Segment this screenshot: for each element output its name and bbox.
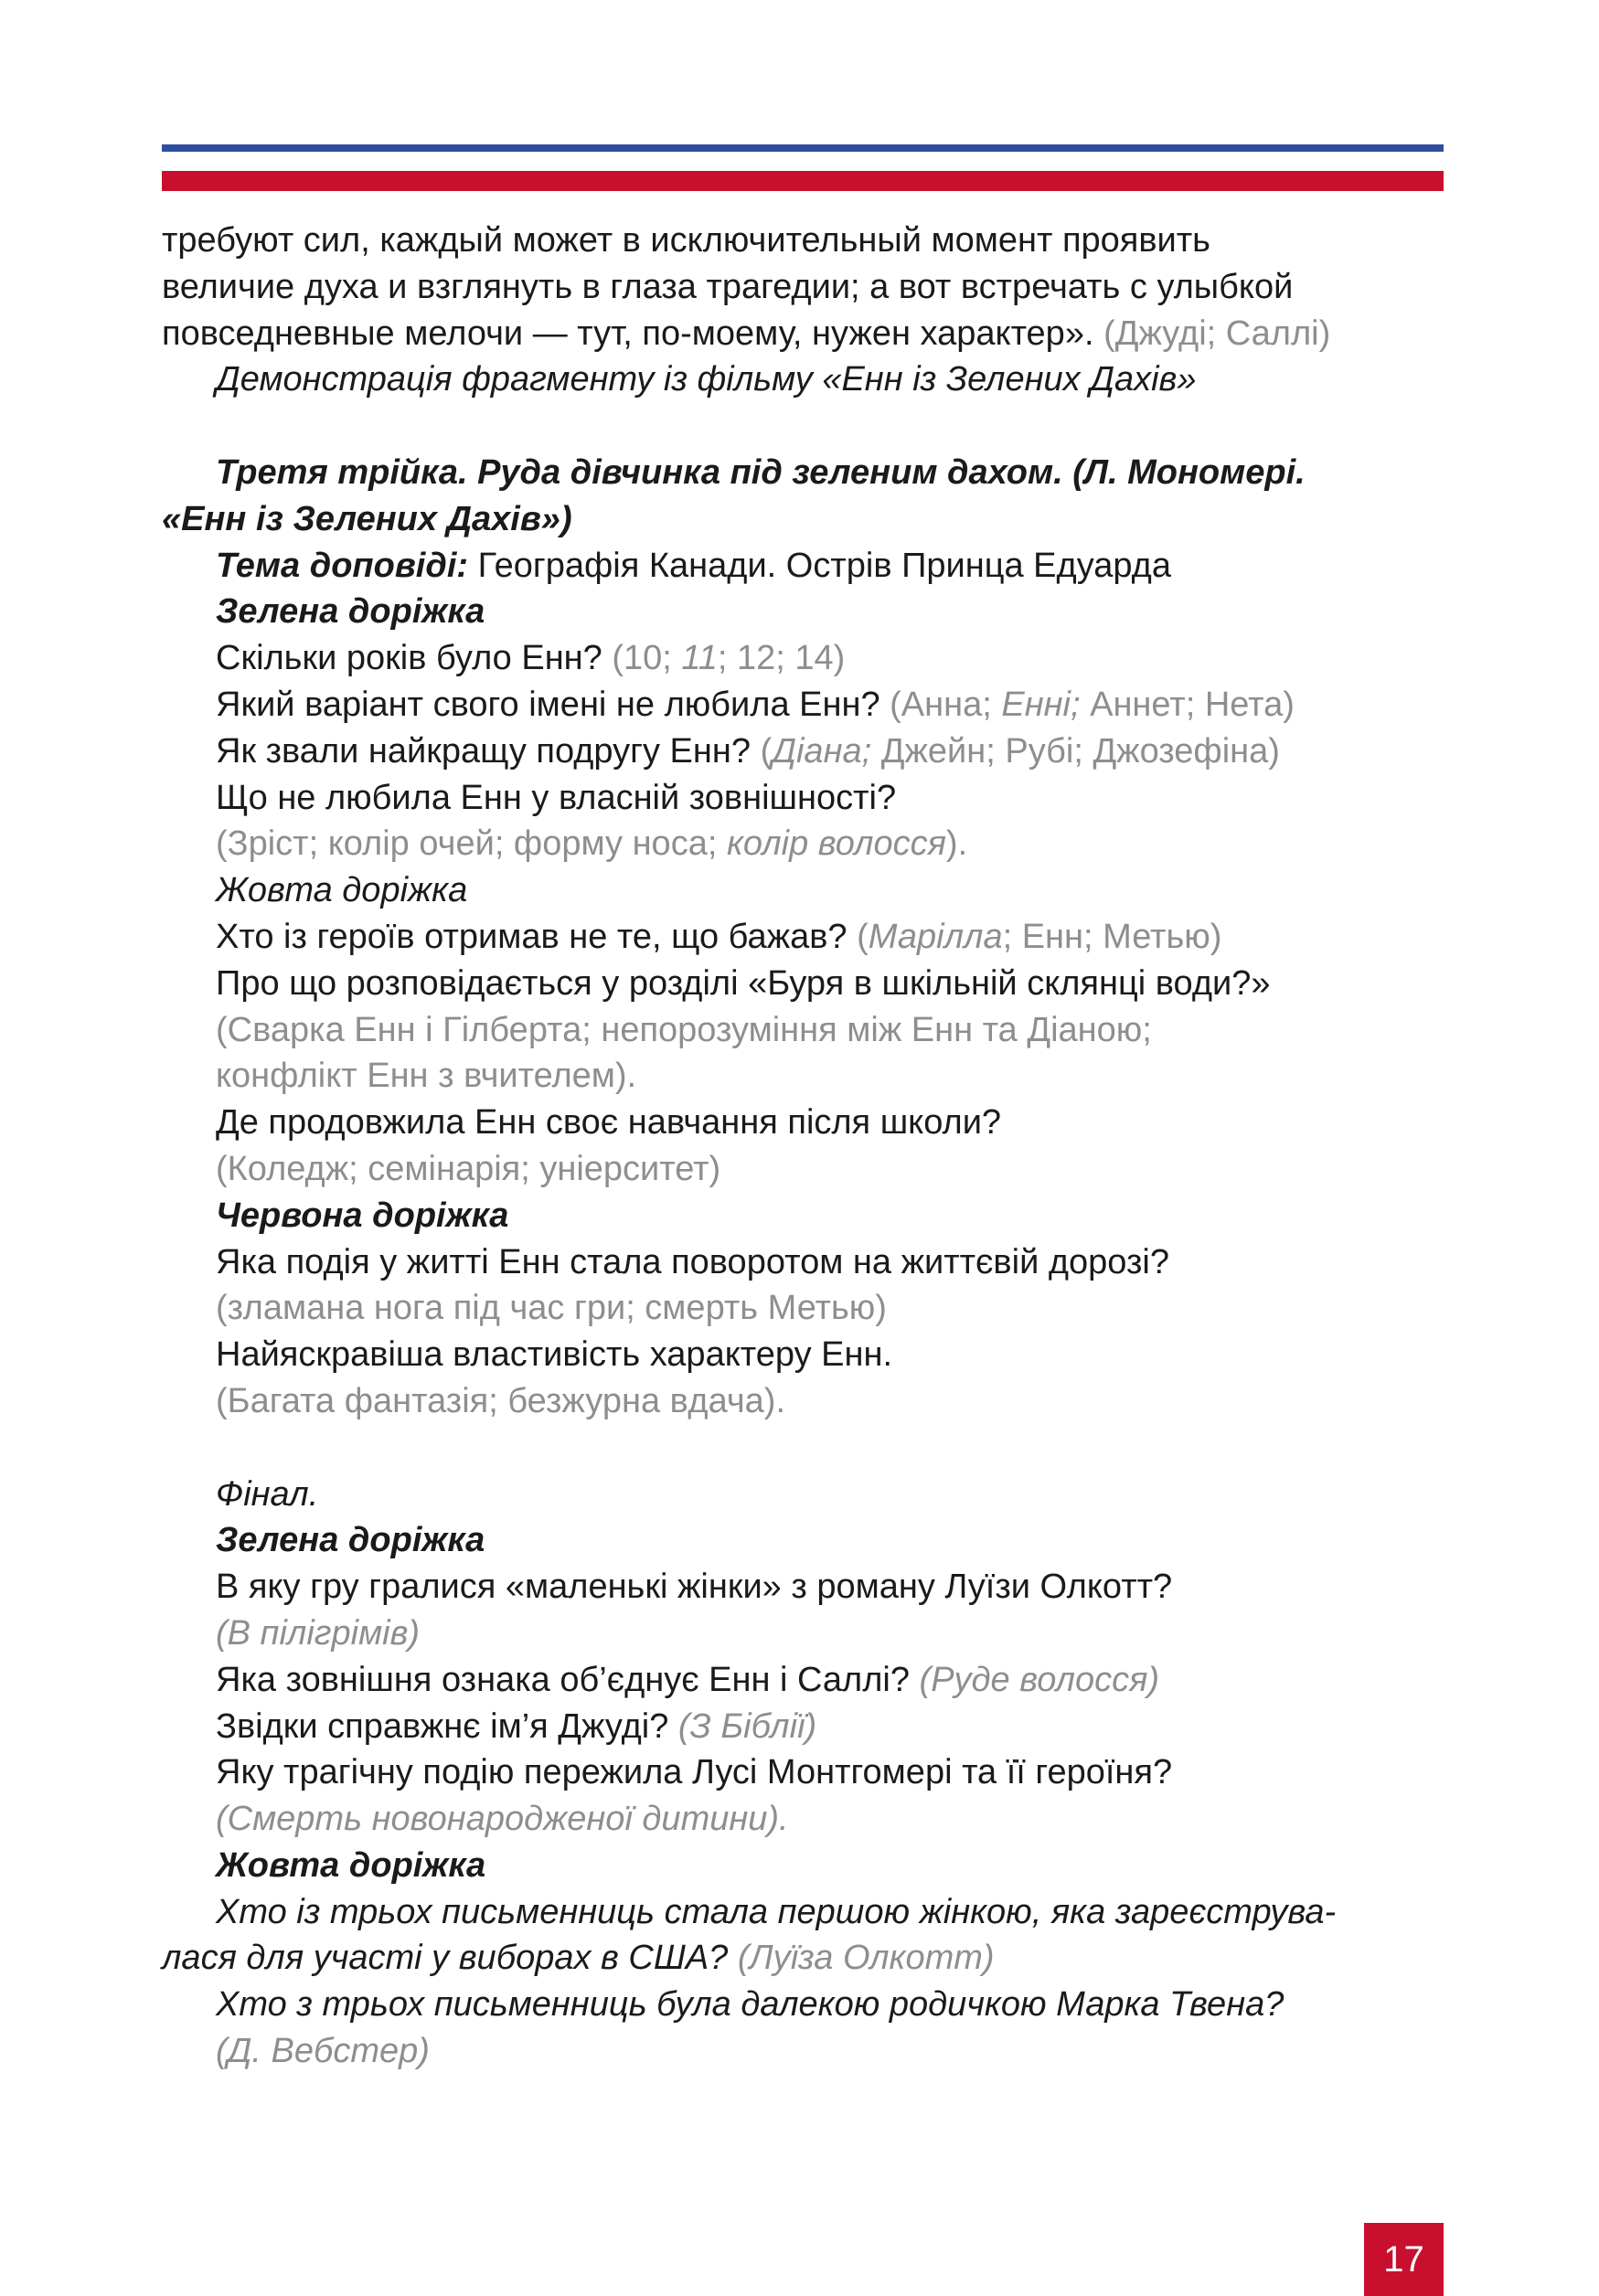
answer-line: (Коледж; семінарія; уніерситет) <box>216 1149 721 1188</box>
answer-line <box>162 821 1444 867</box>
answer-line: (Смерть новонародженої дитини). <box>216 1800 789 1839</box>
answer-text: (З Біблії) <box>668 1706 817 1746</box>
answer-text <box>751 732 1280 771</box>
question-line: Яка подія у житті Енн стала поворотом на життєвій дорозі? <box>216 1242 1169 1281</box>
question-text: Як звали найкращу подругу Енн? <box>216 731 752 771</box>
text-line <box>162 311 1444 357</box>
question-line <box>162 1704 1444 1750</box>
question-line: В яку гру гралися «маленькі жінки» з роману Луїзи Олкотт? <box>216 1568 1173 1607</box>
track-heading-red: Червона доріжка <box>216 1196 509 1235</box>
spacer <box>162 403 1444 450</box>
question-text: Яка зовнішня ознака об’єднує Енн і Саллі? <box>216 1660 910 1699</box>
answer-correct: Діана; <box>772 731 872 771</box>
question-line: Яку трагічну подію пережила Лусі Монтгомері та її героїня? <box>216 1753 1173 1792</box>
question-line: Хто з трьох письменниць була далекою родичкою Марка Твена? <box>216 1985 1285 2025</box>
topic-text: Географія Канади. Острів Принца Едуарда <box>468 546 1171 585</box>
answer-text <box>602 639 845 677</box>
question-text: Звідки справжнє ім’я Джуді? <box>216 1706 669 1746</box>
answer-line: (зламана нога під час гри; смерть Метью) <box>216 1289 887 1328</box>
question-line <box>162 1935 1444 1982</box>
answer-part: (Зріст; колір очей; форму носа; <box>216 824 727 864</box>
answer-line: (Д. Вебстер) <box>216 2032 430 2071</box>
text-line: величие духа и взглянуть в глаза трагедии; а вот встречать с улыбкой <box>162 267 1294 306</box>
topic-line <box>162 543 1444 590</box>
answer-line: (Багата фантазія; безжурна вдача). <box>216 1381 786 1420</box>
track-heading-green: Зелена доріжка <box>216 592 485 632</box>
final-heading: Фінал. <box>216 1474 319 1514</box>
section-heading: Третя трійка. Руда дівчинка під зеленим дахом. (Л. Мономері. <box>216 452 1306 492</box>
question-line <box>162 1657 1444 1704</box>
answer-correct: 11 <box>681 639 718 678</box>
answer-line: (В пілігрімів) <box>216 1613 421 1653</box>
header-stripe-red <box>162 171 1444 191</box>
text-line: требуют сил, каждый может в исключительный момент проявить <box>162 221 1210 260</box>
answer-part: ; Енн; Метью) <box>1002 917 1222 956</box>
question-line: Найяскравіша властивість характеру Енн. <box>216 1335 892 1375</box>
page-content <box>162 218 1444 2075</box>
answer-correct: Марілла <box>868 917 1003 956</box>
question-line: Де продовжила Енн своє навчання після школи? <box>216 1103 1002 1143</box>
answer-text: (Луїза Олкотт) <box>728 1939 995 1978</box>
answer-correct: Енні; <box>1001 685 1081 724</box>
question-line <box>162 914 1444 961</box>
answer-text <box>880 686 1295 724</box>
track-heading-yellow: Жовта доріжка <box>216 871 468 910</box>
answer-line: (Сварка Енн і Гілберта; непорозуміння між Енн та Діаною; <box>216 1010 1152 1049</box>
demo-note: Демонстрація фрагменту із фільму «Енн із Зелених Дахів» <box>216 360 1197 399</box>
question-line <box>162 728 1444 775</box>
answer-part: ( <box>751 731 773 771</box>
question-text: Який варіант свого імені не любила Енн? <box>216 685 880 724</box>
question-text: лася для участі у виборах в США? <box>162 1939 729 1978</box>
page-number: 17 <box>1364 2223 1444 2296</box>
spacer <box>162 1425 1444 1472</box>
answer-part: (10; <box>602 639 682 678</box>
answer-text <box>847 918 1222 956</box>
answer-line: конфлікт Енн з вчителем). <box>216 1057 637 1096</box>
header-stripe-blue <box>162 144 1444 152</box>
question-line: Хто із трьох письменниць стала першою жінкою, яка зареєструва- <box>216 1892 1337 1931</box>
question-text: Хто із героїв отримав не те, що бажав? <box>216 917 847 956</box>
question-text: Скільки років було Енн? <box>216 639 602 678</box>
answer-part: ( <box>847 917 869 956</box>
answer-text: (Джуді; Саллі) <box>1093 314 1331 353</box>
answer-part: Джейн; Рубі; Джозефіна) <box>871 731 1280 771</box>
question-line: Що не любила Енн у власній зовнішності? <box>216 778 897 817</box>
question-line <box>162 682 1444 728</box>
text-span: повседневные мелочи — тут, по-моему, нужен характер». <box>162 314 1094 353</box>
track-heading-yellow: Жовта доріжка <box>216 1845 486 1885</box>
section-heading: «Енн із Зелених Дахів») <box>162 499 572 538</box>
answer-part: Аннет; Нета) <box>1080 685 1295 724</box>
track-heading-green: Зелена доріжка <box>216 1521 485 1560</box>
question-line <box>162 635 1444 682</box>
answer-text: (Руде волосся) <box>909 1660 1160 1699</box>
answer-part: (Анна; <box>879 685 1002 724</box>
topic-label: Тема доповіді: <box>216 546 469 585</box>
answer-part: ). <box>945 824 968 864</box>
question-line: Про що розповідається у розділі «Буря в шкільній склянці води?» <box>216 963 1271 1003</box>
answer-correct: колір волосся <box>726 824 946 864</box>
answer-part: ; 12; 14) <box>717 639 846 678</box>
